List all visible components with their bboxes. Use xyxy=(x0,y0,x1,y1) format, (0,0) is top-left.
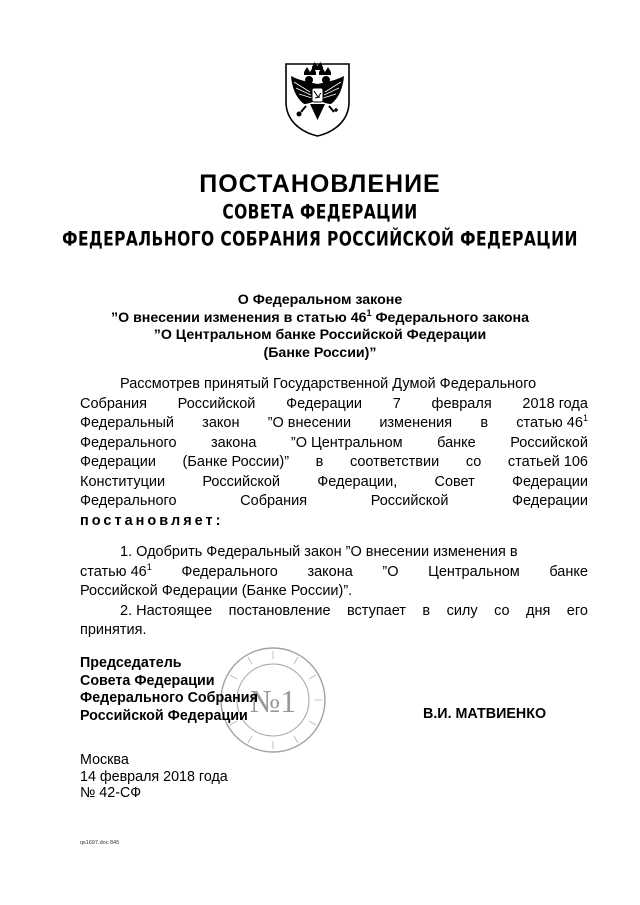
preamble-resolves: постановляет: xyxy=(80,512,224,529)
signatory-line2: Совета Федерации xyxy=(80,672,215,689)
signatory-line1: Председатель xyxy=(80,655,182,671)
document-subtitle-line1: СОВЕТА ФЕДЕРАЦИИ xyxy=(222,200,418,224)
preamble-line5: Федерации (Банке России)” в соответствии со статьей 106 xyxy=(80,454,588,470)
preamble-line3: Федеральный закон ”О внесении изменения в статью $46^1$ xyxy=(80,413,588,431)
clauses xyxy=(80,543,588,641)
clause1-line2: статью $46^1$ Федерального закона ”О Центральном банке xyxy=(80,561,588,580)
document-title: ПОСТАНОВЛЕНИЕ xyxy=(199,170,441,198)
clause1-line1: 1. Одобрить Федеральный закон ”О внесении изменения в xyxy=(120,544,518,560)
russian-coat-of-arms-icon xyxy=(280,58,355,138)
signatory-line4: Российской Федерации xyxy=(80,707,248,724)
preamble-line7: Федерального Собрания Российской Федерации xyxy=(80,493,588,509)
clause2-line2: принятия. xyxy=(80,622,147,638)
subject-line1: О Федеральном законе xyxy=(237,292,403,308)
document-code: qs1697.doc 845 xyxy=(80,840,120,846)
city: Москва xyxy=(80,752,129,768)
subject-line4: (Банке России)” xyxy=(263,344,377,361)
resolution-number: № 42-СФ xyxy=(80,785,142,801)
clause2-line1: 2. Настоящее постановление вступает в силу со дня его xyxy=(120,602,588,619)
document-subtitle-line2: ФЕДЕРАЛЬНОГО СОБРАНИЯ РОССИЙСКОЙ ФЕДЕРАЦИИ xyxy=(62,227,578,251)
preamble xyxy=(80,375,588,531)
signatory-line3: Федерального Собрания xyxy=(80,690,258,706)
subject-line2: ”О внесении изменения в статью $46^1$ Федерального закона xyxy=(111,307,529,326)
signatory-name: В.И. МАТВИЕНКО xyxy=(423,706,547,722)
preamble-line1: Рассмотрев принятый Государственной Думой Федерального xyxy=(120,376,537,392)
subject-line3: ”О Центральном банке Российской Федерации xyxy=(153,327,487,343)
signatory-title xyxy=(80,655,258,725)
date: 14 февраля 2018 года xyxy=(80,768,228,785)
preamble-line6: Конституции Российской Федерации, Совет Федерации xyxy=(80,473,588,490)
place-date-block xyxy=(80,752,228,802)
preamble-line4: Федерального закона ”О Центральном банке Российской xyxy=(80,434,588,451)
preamble-line2: Собрания Российской Федерации 7 февраля 2018 года xyxy=(80,395,588,412)
document-subject xyxy=(0,292,640,362)
clause1-line3: Российской Федерации (Банке России)”. xyxy=(80,583,353,599)
stamp-number: №1 xyxy=(249,683,297,719)
